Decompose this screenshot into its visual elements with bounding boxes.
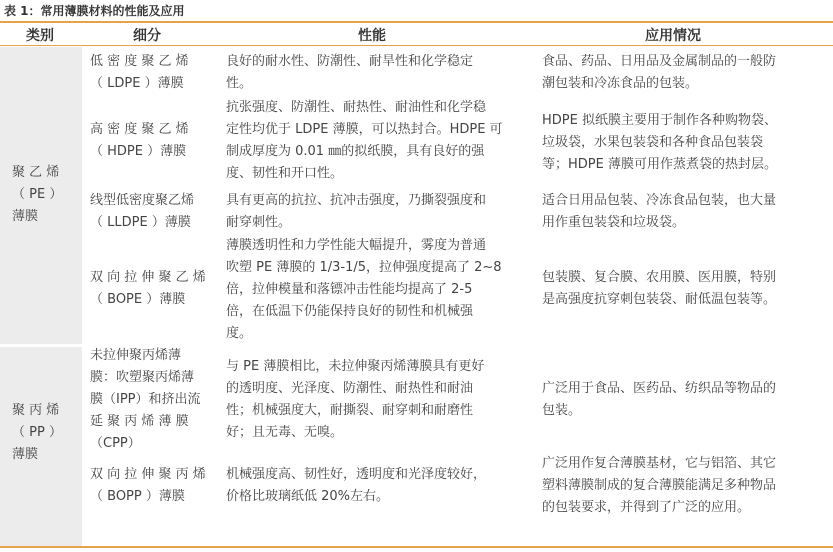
subtype-hdpe: 高 密 度 聚 乙 烯 （ HDPE ）薄膜 (90, 122, 189, 159)
subtype-ldpe: 低 密 度 聚 乙 烯 （ LDPE ）薄膜 (90, 54, 189, 91)
header-category: 类别 (26, 28, 54, 44)
performance-hdpe: 抗张强度、防潮性、耐热性、耐油性和化学稳 定性均优于 LDPE 薄膜，可以热封合。HDPE 可 制成厚度为 0.01 ㎜的拟纸膜，具有良好的强 度、韧性和开口性。 (226, 100, 503, 181)
header-rule (0, 45, 833, 46)
header-application: 应用情况 (645, 28, 701, 44)
header-performance: 性能 (358, 28, 386, 44)
bottom-rule (0, 546, 833, 548)
subtype-unstretched-pp: 未拉伸聚丙烯薄 膜：吹塑聚丙烯薄 膜（IPP）和挤出流 延 聚 丙 烯 薄 膜 （CPP） (90, 348, 201, 451)
application-hdpe: HDPE 拟纸膜主要用于制作各种购物袋、 垃圾袋，水果包装袋和各种食品包装袋 等；HDPE 薄膜可用作蒸煮袋的热封层。 (542, 113, 777, 172)
performance-ldpe: 良好的耐水性、防潮性、耐旱性和化学稳定 性。 (226, 54, 474, 91)
application-ldpe: 食品、药品、日用品及金属制品的一般防 潮包装和冷冻食品的包装。 (542, 54, 777, 91)
performance-lldpe: 具有更高的抗拉、抗冲击强度，乃撕裂强度和 耐穿刺性。 (226, 193, 487, 230)
performance-bopp: 机械强度高、韧性好，透明度和光泽度较好， 价格比玻璃纸低 20%左右。 (226, 467, 487, 504)
application-lldpe: 适合日用品包装、冷冻食品包装，也大量 用作重包装袋和垃圾袋。 (542, 193, 777, 230)
application-unstretched-pp: 广泛用于食品、医药品、纺织品等物品的 包装。 (542, 381, 777, 418)
header-subtype: 细分 (133, 28, 161, 44)
application-bope: 包装膜、复合膜、农用膜、医用膜，特别 是高强度抗穿刺包装袋、耐低温包装等。 (542, 270, 777, 307)
performance-bope: 薄膜透明性和力学性能大幅提升，雾度为普通 吹塑 PE 薄膜的 1/3-1/5，拉伸强度提高了 2~8 倍，拉伸模量和落镖冲击性能均提高了 2-5 倍，在低温下仍能保持良好的韧性和机械强 度。 (226, 238, 502, 341)
subtype-lldpe: 线型低密度聚乙烯 （ LLDPE ）薄膜 (90, 193, 195, 230)
subtype-bopp: 双 向 拉 伸 聚 丙 烯 （ BOPP ）薄膜 (90, 467, 206, 504)
category-label-pe: 聚 乙 烯 （ PE ） 薄膜 (12, 165, 63, 224)
table-header (0, 23, 833, 45)
subtype-bope: 双 向 拉 伸 聚 乙 烯 （ BOPE ）薄膜 (90, 270, 206, 307)
performance-unstretched-pp: 与 PE 薄膜相比，未拉伸聚丙烯薄膜具有更好 的透明度、光泽度、防潮性、耐热性和耐油 性；机械强度大，耐撕裂、耐穿刺和耐磨性 好；且无毒、无嗅。 (226, 359, 485, 440)
application-bopp: 广泛用作复合薄膜基材，它与铝箔、其它 塑料薄膜制成的复合薄膜能满足多种物品 的包装要求，并得到了广泛的应用。 (542, 456, 777, 515)
table-caption: 表 1：常用薄膜材料的性能及应用 (4, 4, 185, 18)
category-label-pp: 聚 丙 烯 （ PP ） 薄膜 (12, 403, 62, 462)
